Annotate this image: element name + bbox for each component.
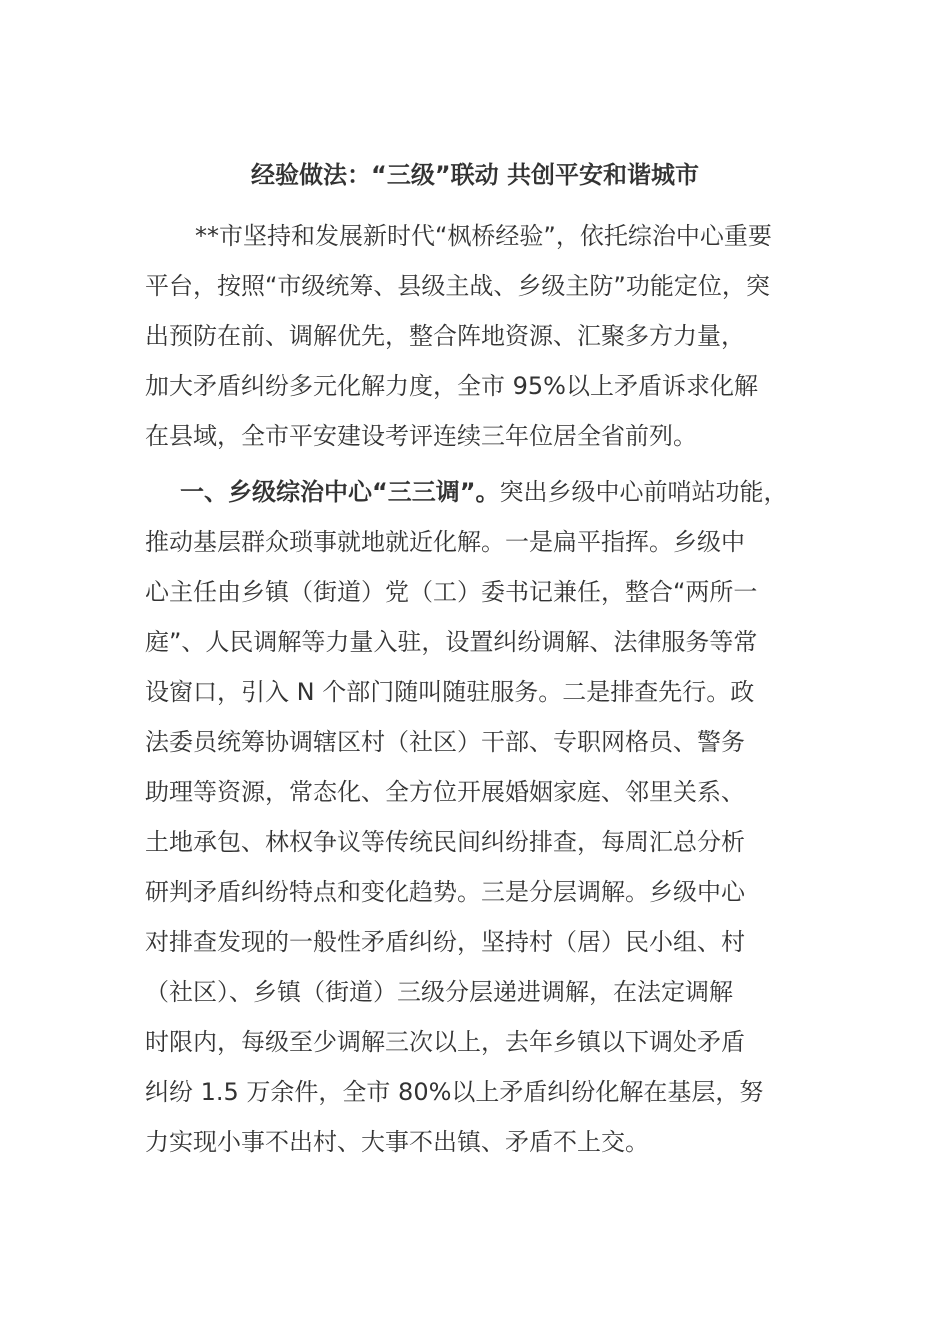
- section-line: 土地承包、林权争议等传统民间纠纷排查，每周汇总分析: [145, 828, 745, 856]
- section-line: 设窗口，引入 N 个部门随叫随驻服务。二是排查先行。政: [145, 678, 755, 706]
- section-line: 研判矛盾纠纷特点和变化趋势。三是分层调解。乡级中心: [145, 878, 745, 906]
- section-first-line: [180, 474, 788, 510]
- intro-line: 平台，按照“市级统筹、县级主战、乡级主防”功能定位，突: [145, 272, 770, 300]
- section-heading: 一、乡级综治中心“三三调”。: [180, 478, 500, 506]
- section-line: 时限内，每级至少调解三次以上，去年乡镇以下调处矛盾: [145, 1028, 745, 1056]
- section-line: 力实现小事不出村、大事不出镇、矛盾不上交。: [145, 1128, 649, 1156]
- intro-line: 出预防在前、调解优先，整合阵地资源、汇聚多方力量，: [145, 322, 745, 350]
- section-line: 庭”、人民调解等力量入驻，设置纠纷调解、法律服务等常: [145, 628, 758, 656]
- section-line: 纠纷 1.5 万余件，全市 80%以上矛盾纠纷化解在基层，努: [145, 1078, 764, 1106]
- section-line: 助理等资源，常态化、全方位开展婚姻家庭、邻里关系、: [145, 778, 745, 806]
- section-first-line-text: 突出乡级中心前哨站功能，: [499, 478, 788, 506]
- intro-line: 加大矛盾纠纷多元化解力度，全市 95%以上矛盾诉求化解: [145, 372, 758, 400]
- intro-line: 在县域，全市平安建设考评连续三年位居全省前列。: [145, 422, 697, 450]
- section-line: 心主任由乡镇（街道）党（工）委书记兼任，整合“两所一: [145, 578, 758, 606]
- section-line: （社区）、乡镇（街道）三级分层递进调解，在法定调解: [145, 978, 733, 1006]
- section-line: 法委员统筹协调辖区村（社区）干部、专职网格员、警务: [145, 728, 745, 756]
- section-line: 推动基层群众琐事就地就近化解。一是扁平指挥。乡级中: [145, 528, 745, 556]
- section-line: 对排查发现的一般性矛盾纠纷，坚持村（居）民小组、村: [145, 928, 745, 956]
- document-title: 经验做法：“三级”联动 共创平安和谐城市: [251, 161, 699, 189]
- intro-line: **市坚持和发展新时代“枫桥经验”，依托综治中心重要: [195, 222, 772, 250]
